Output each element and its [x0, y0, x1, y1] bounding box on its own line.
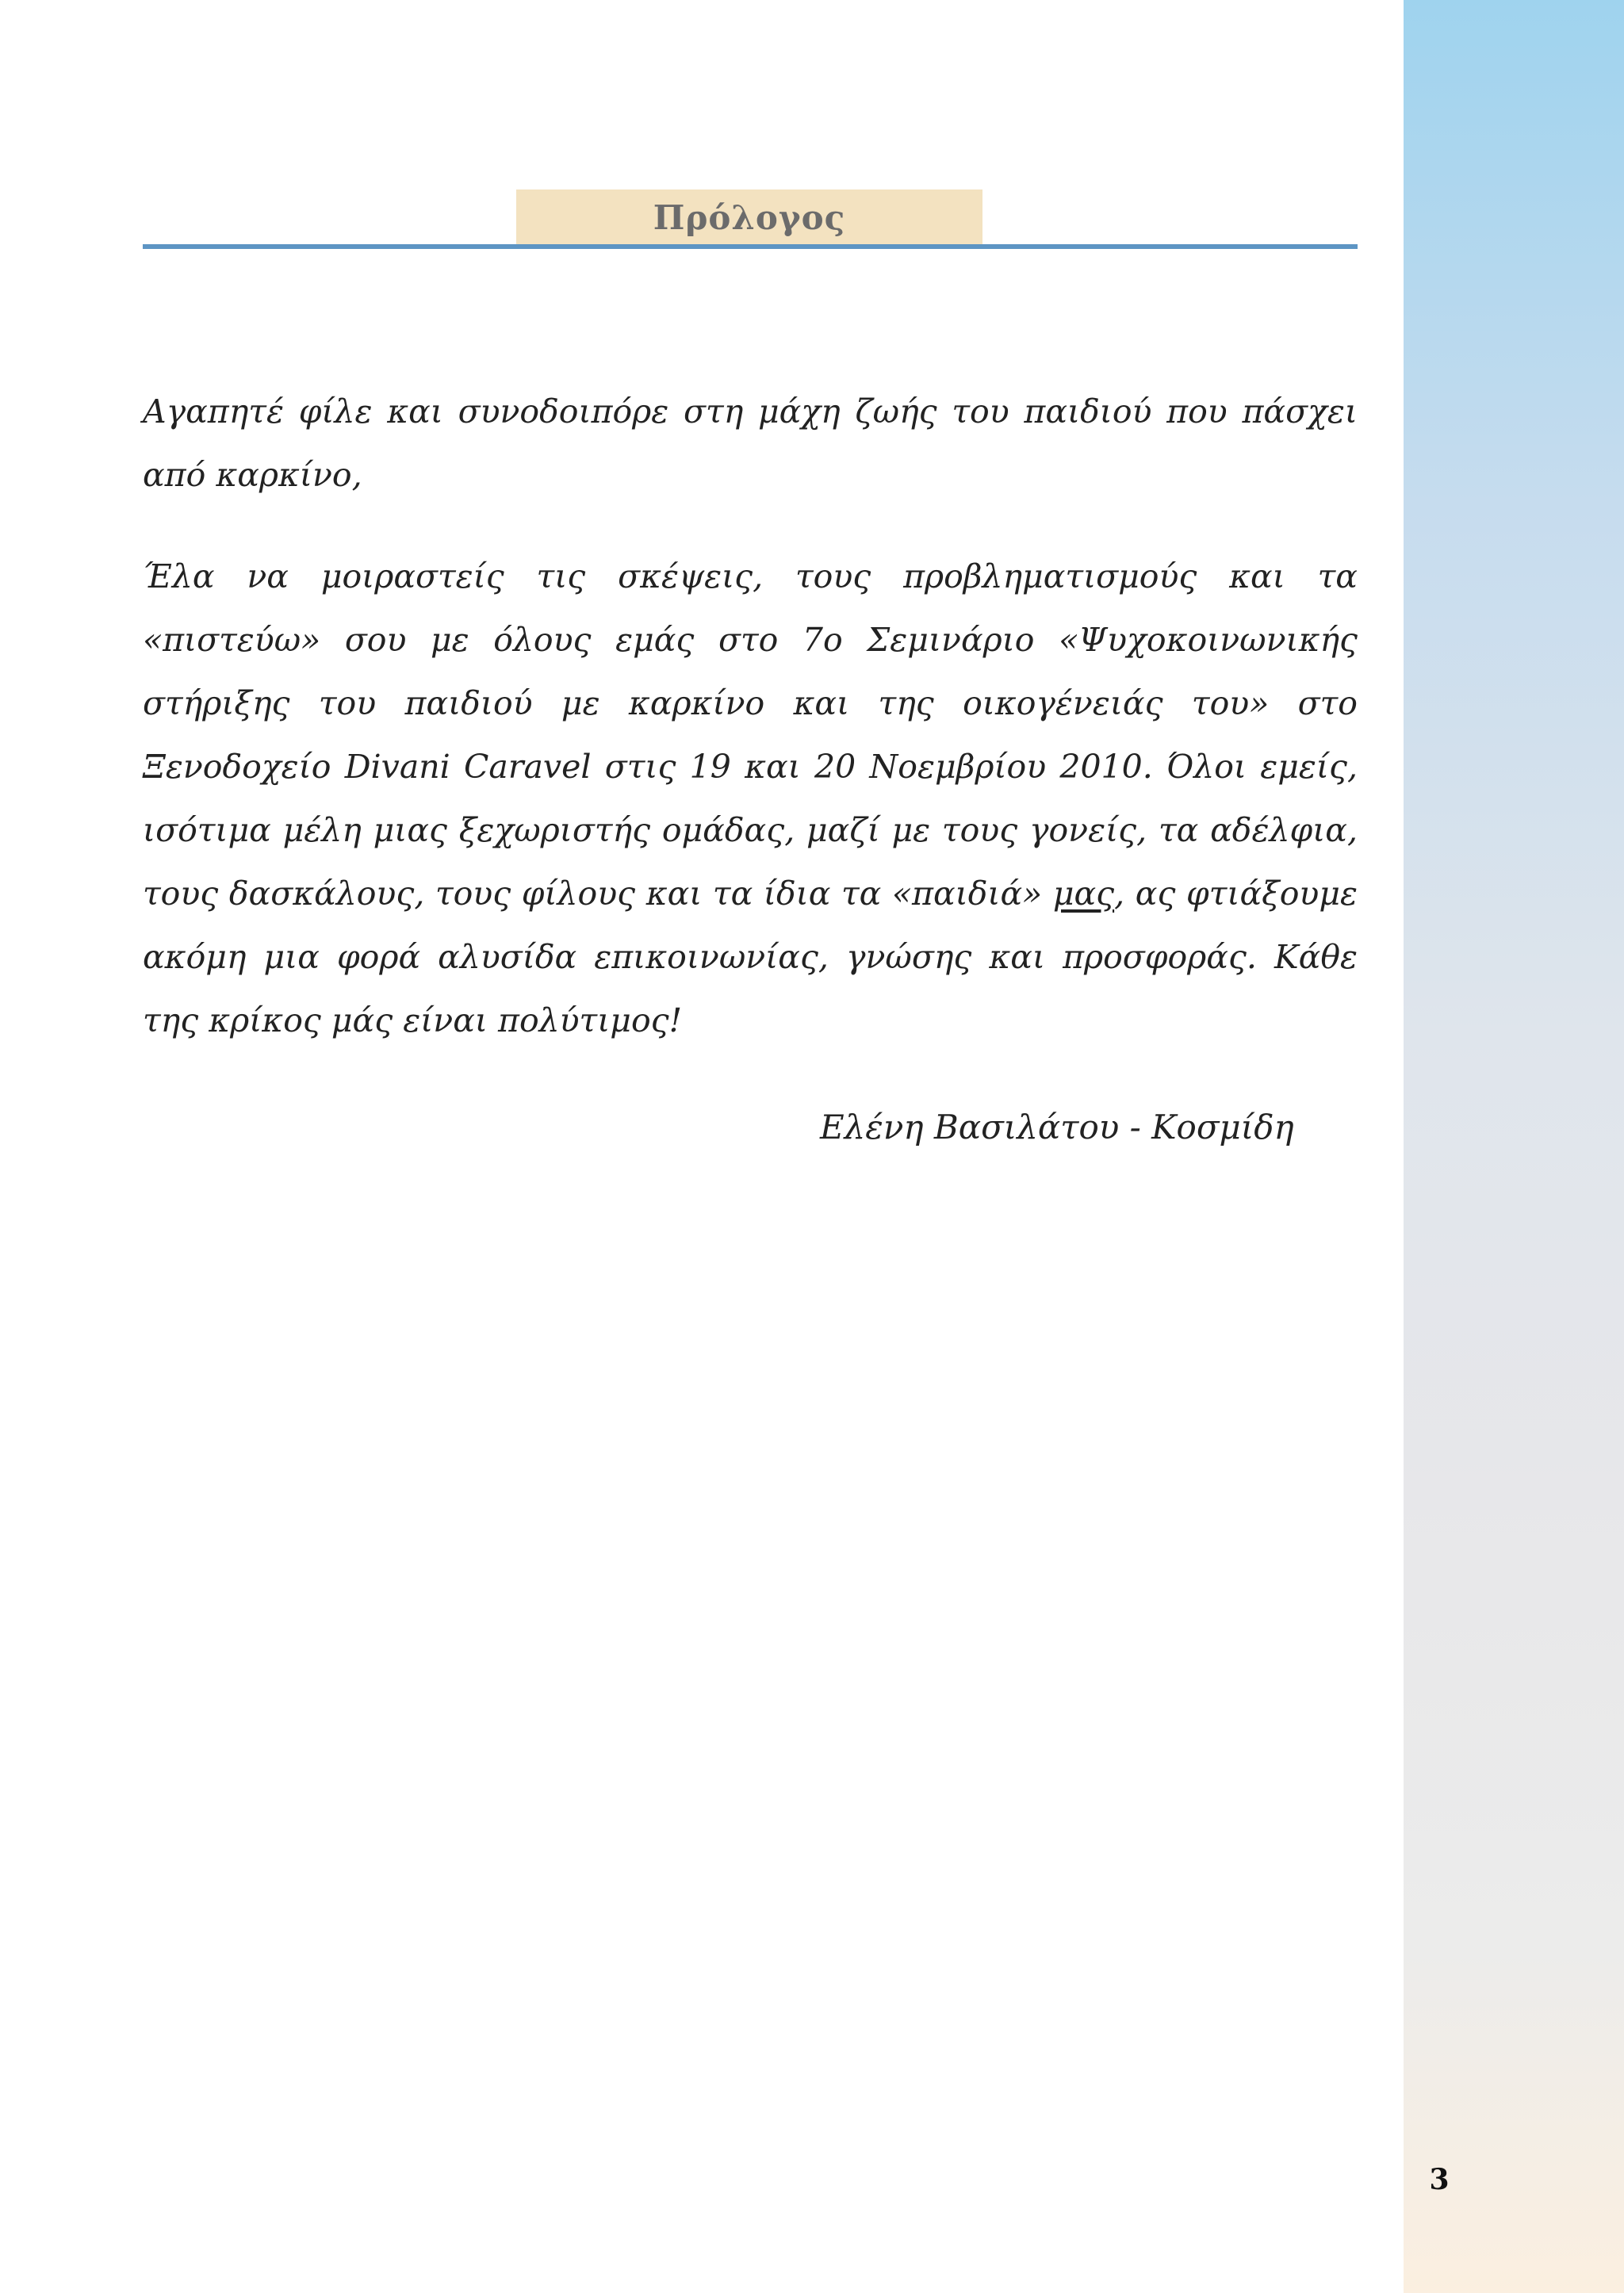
body-text-part-1: Έλα να μοιραστείς τις σκέψεις, τους προβληματισμούς και τα «πιστεύω» σου με όλους εμάς στο 7ο Σεμινάριο «Ψυχοκοινωνικής στήριξης του παιδιού με καρκίνο και της οικογένειάς του» στο Ξενοδοχείο Divani Caravel στις 19 και 20 Νοεμβρίου 2010. Όλοι εμείς, ισότιμα μέλη μιας ξεχωριστής ομάδας, μαζί με τους γονείς, τα αδέλφια, τους δασκάλους, τους φίλους και τα ίδια τα «παιδιά»: [143, 557, 1358, 913]
title-banner: [516, 189, 982, 245]
body-paragraph: [143, 545, 1358, 1052]
signature: Ελένη Βασιλάτου - Κοσμίδη: [820, 1108, 1294, 1146]
decorative-side-band: [1404, 0, 1624, 2293]
page-title: Πρόλογος: [653, 197, 846, 237]
salutation-paragraph: Αγαπητέ φίλε και συνοδοιπόρε στη μάχη ζωής του παιδιού που πάσχει από καρκίνο,: [143, 392, 1358, 494]
body-underlined-word: μας: [1052, 875, 1115, 913]
body-text-part-2: , ας φτιάξουμε ακόμη μια φορά αλυσίδα επικοινωνίας, γνώσης και προσφοράς. Κάθε της κρίκος μάς είναι πολύτιμος!: [143, 875, 1358, 1039]
page-number: 3: [1429, 2163, 1450, 2196]
title-divider: [143, 244, 1358, 249]
